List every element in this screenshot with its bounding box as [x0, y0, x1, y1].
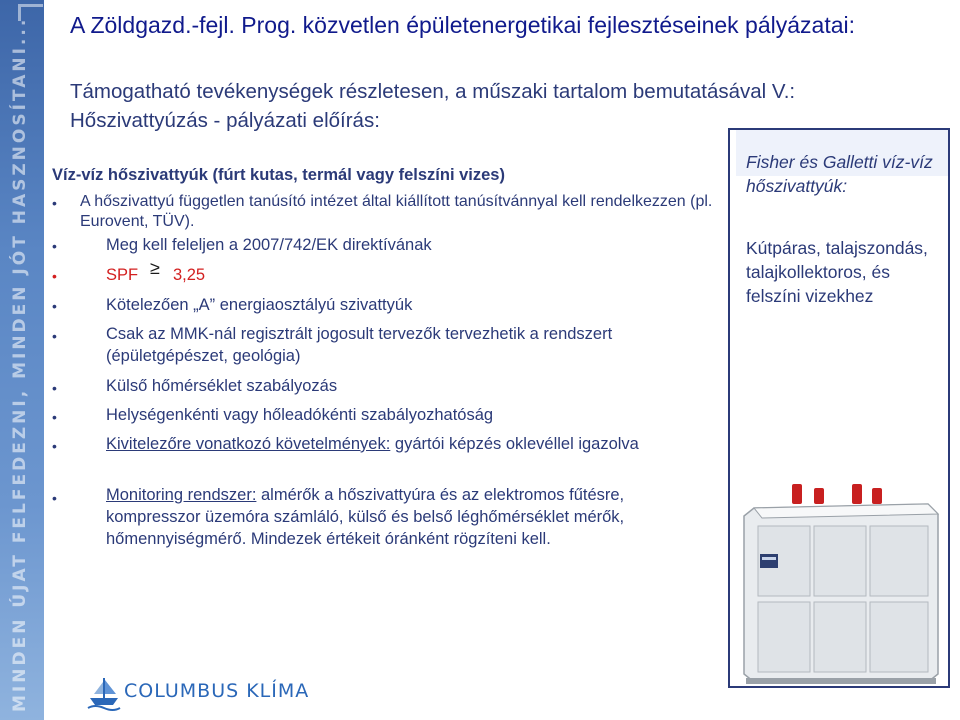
- bullet-text-designers: Csak az MMK-nál regisztrált jogosult tervezők tervezhetik a rendszert (épületgépészet, geológia): [106, 325, 613, 365]
- bullet-marker: •: [52, 298, 57, 314]
- info-box-title: Fisher és Galletti víz-víz hőszivattyúk:: [746, 152, 933, 196]
- monitoring-text: almérők a hőszivattyúra és az elektromos fűtésre, kompresszor üzemóra számláló, külső és belső léghőmérséklet mérők, hőmennyiségmérő. Mindezek értékeit óránként rögzíteni kell.: [106, 486, 625, 548]
- bullet-marker: •: [52, 409, 57, 425]
- contractor-requirements-text: gyártói képzés oklevéllel igazolva: [390, 435, 639, 453]
- page-subtitle: Támogatható tevékenységek részletesen, a műszaki tartalom bemutatásával V.:: [70, 80, 796, 103]
- spf-label: SPF: [106, 266, 139, 284]
- bullet-marker: •: [52, 438, 57, 454]
- bullet-marker-red: •: [52, 268, 57, 284]
- section-heading: Víz-víz hőszivattyúk (fúrt kutas, termál vagy felszíni vizes): [52, 166, 505, 184]
- side-banner: [0, 0, 44, 720]
- side-banner-text: MINDEN ÚJAT FELFEDEZNI, MINDEN JÓT HASZNOSÍTANI...: [10, 16, 30, 712]
- bullet-text-outdoor-control: Külső hőmérséklet szabályozás: [106, 377, 338, 395]
- bullet-marker: •: [52, 380, 57, 396]
- ship-logo-icon: [86, 672, 122, 712]
- bullet-text-pumps: Kötelezően „A” energiaosztályú szivattyúk: [106, 296, 413, 314]
- greater-equal-symbol: ≥: [150, 258, 160, 278]
- company-logo-text: COLUMBUS KLÍMA: [124, 680, 310, 702]
- bullet-text-monitoring: [106, 484, 681, 550]
- contractor-requirements-label: Kivitelezőre vonatkozó követelmények:: [106, 435, 391, 453]
- page-subtitle-2: Hőszivattyúzás - pályázati előírás:: [70, 109, 380, 132]
- bullet-text-room-control: Helységenkénti vagy hőleadókénti szabályozhatóság: [106, 406, 494, 424]
- bullet-marker: •: [52, 328, 57, 344]
- bullet-marker: •: [52, 490, 57, 506]
- spf-value: 3,25: [173, 266, 206, 284]
- bullet-text-contractor: [106, 433, 706, 455]
- monitoring-label: Monitoring rendszer:: [106, 486, 257, 504]
- page-title: A Zöldgazd.-fejl. Prog. közvetlen épületenergetikai fejlesztéseinek pályázatai:: [70, 12, 856, 38]
- bullet-text-directive: Meg kell feleljen a 2007/742/EK direktívának: [106, 236, 432, 254]
- bullet-text-certification: A hőszivattyú független tanúsító intézet által kiállított tanúsítvánnyal kell rendelkezzen (pl. Eurovent, TÜV).: [80, 193, 713, 230]
- info-box-body: Kútpáras, talajszondás, talajkollektoros, és felszíni vizekhez: [746, 238, 928, 306]
- heat-pump-image: [732, 478, 946, 688]
- bullet-marker: •: [52, 195, 57, 211]
- bullet-marker: •: [52, 238, 57, 254]
